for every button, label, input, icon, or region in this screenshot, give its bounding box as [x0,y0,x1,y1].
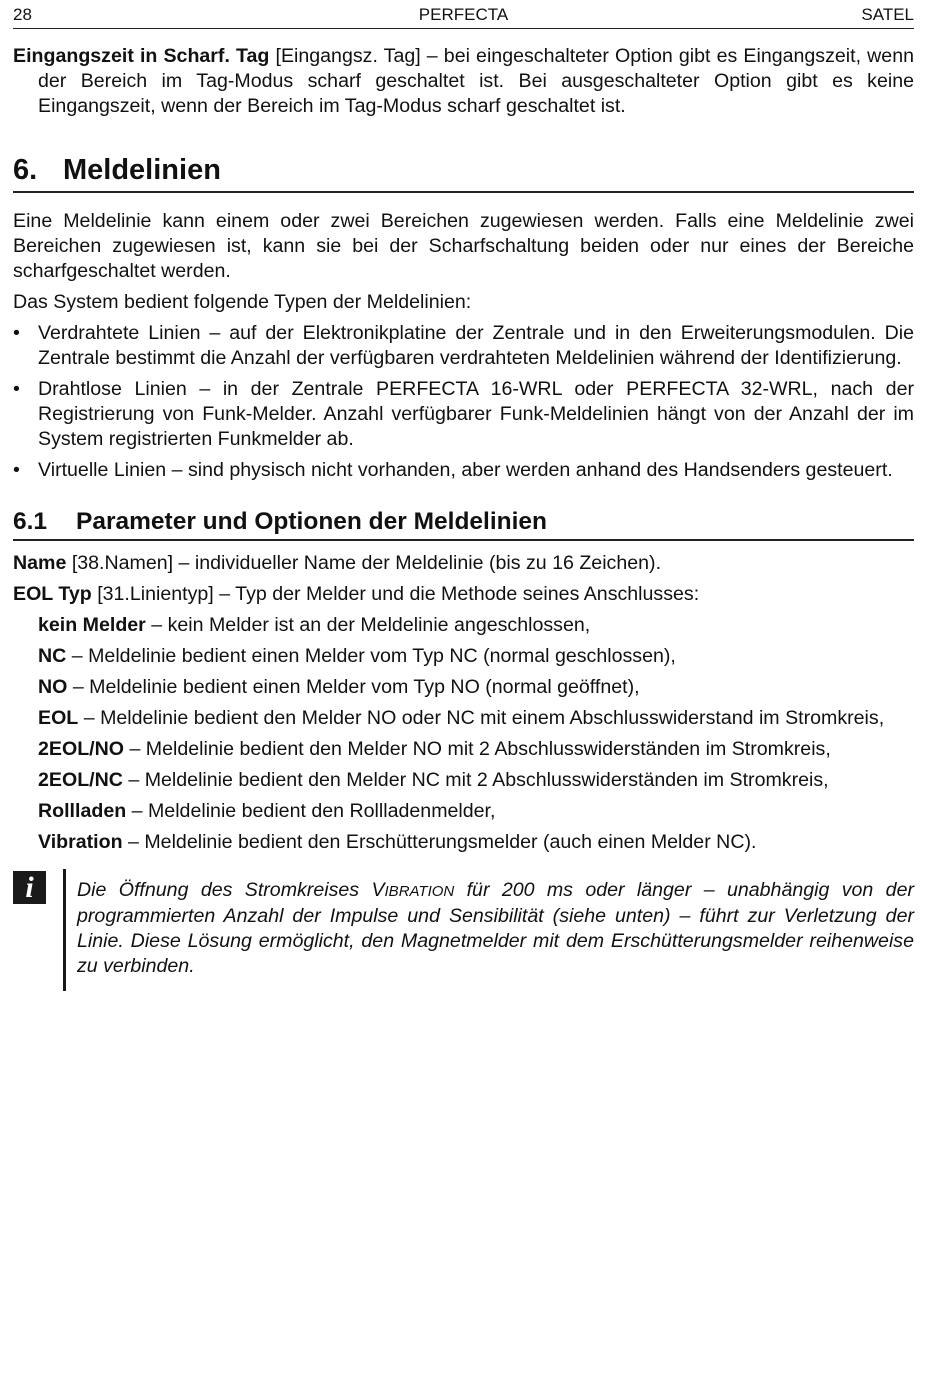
bullet-glyph: • [13,322,20,344]
list-item-text: Virtuelle Linien – sind physisch nicht vorhanden, aber werden anhand des Handsenders gesteuert. [38,459,893,481]
note-divider [63,869,66,991]
eol-type-item [13,768,914,793]
section-6-number: 6. [13,154,38,186]
section-6-heading [13,153,914,193]
eol-type-text: – Meldelinie bedient den Melder NC mit 2 Abschlusswiderständen im Stromkreis, [122,769,829,791]
note-text-before: Die Öffnung des Stromkreises [77,879,372,901]
list-item [13,321,914,371]
eol-type-text: – Meldelinie bedient den Melder NO mit 2 Abschlusswiderständen im Stromkreis, [124,738,831,760]
eol-type-item [13,675,914,700]
list-item-text: Verdrahtete Linien – auf der Elektronikplatine der Zentrale und in den Erweiterungsmodulen. Die Zentrale bestimmt die Anzahl der verfügbaren verdrahteten Meldelinien während der Identifizierung. [38,322,914,369]
section-6-1-heading [13,507,914,541]
line-types-list [13,321,914,483]
section-6-title: Meldelinien [63,154,221,186]
eol-parameter [13,582,914,607]
name-parameter [13,551,914,576]
section-6-1-number: 6.1 [13,508,48,535]
eol-type-term: Vibration [38,831,123,853]
bullet-glyph: • [13,459,20,481]
header-brand: SATEL [861,5,914,24]
eol-type-term: Rollladen [38,800,127,822]
header-title: PERFECTA [418,5,509,24]
section-6-paragraph-2: Das System bedient folgende Typen der Meldelinien: [13,291,472,313]
eol-type-item [13,799,914,824]
eol-type-term: 2EOL/NO [38,738,125,760]
intro-text: [Eingangsz. Tag] – bei eingeschalteter Option gibt es Eingangszeit, wenn der Bereich im Tag-Modus scharf geschaltet ist. Bei ausgeschalteter Option gibt es keine Eingangszeit, wenn der Bereich im Tag-Modus scharf geschaltet ist. [38,45,914,117]
eol-type-item [13,706,914,731]
document-page [13,0,914,995]
eol-type-item [13,737,914,762]
note-smallcaps-rest: IBRATION [384,883,455,900]
list-item [13,458,914,483]
eol-type-text: – Meldelinie bedient den Rollladenmelder, [126,800,496,822]
note-smallcaps-first: V [371,879,385,901]
eol-text: [31.Linientyp] – Typ der Melder und die Methode seines Anschlusses: [91,583,700,605]
list-item [13,377,914,452]
eol-type-text: – Meldelinie bedient den Erschütterungsmelder (auch einen Melder NC). [122,831,757,853]
bullet-glyph: • [13,378,20,400]
name-term: Name [13,552,67,574]
page-header [13,0,914,29]
intro-paragraph [13,44,914,119]
eol-type-list [13,613,914,855]
eol-type-item [13,830,914,855]
eol-type-term: NO [38,676,68,698]
list-item-text: Drahtlose Linien – in der Zentrale PERFECTA 16-WRL oder PERFECTA 32-WRL, nach der Registrierung von Funk-Melder. Anzahl verfügbarer Funk-Meldelinien hängt von der Anzahl der im System registrierten Funkmelder ab. [38,378,914,450]
info-icon: i [13,871,46,904]
eol-type-text: – Meldelinie bedient den Melder NO oder NC mit einem Abschlusswiderstand im Stromkreis, [78,707,885,729]
eol-type-item [13,613,914,638]
note-text [77,878,914,979]
intro-term: Eingangszeit in Scharf. Tag [13,45,270,67]
eol-type-term: kein Melder [38,614,146,636]
eol-type-term: NC [38,645,67,667]
eol-type-item [13,644,914,669]
eol-type-term: EOL [38,707,79,729]
eol-term: EOL Typ [13,583,92,605]
eol-type-text: – Meldelinie bedient einen Melder vom Typ NC (normal geschlossen), [66,645,676,667]
eol-type-text: – Meldelinie bedient einen Melder vom Typ NO (normal geöffnet), [67,676,640,698]
info-note [13,869,914,995]
name-text: [38.Namen] – individueller Name der Meldelinie (bis zu 16 Zeichen). [66,552,662,574]
note-text-after: für 200 ms oder länger – unabhängig von der programmierten Anzahl der Impulse und Sensibilität (siehe unten) – führt zur Verletzung der Linie. Diese Lösung ermöglicht, den Magnetmelder mit dem Erschütterungsmelder reihenweise zu verbinden. [77,879,914,977]
eol-type-text: – kein Melder ist an der Meldelinie angeschlossen, [145,614,591,636]
section-6-1-title: Parameter und Optionen der Meldelinien [76,508,548,535]
page-number: 28 [13,5,32,24]
eol-type-term: 2EOL/NC [38,769,123,791]
section-6-paragraph-1: Eine Meldelinie kann einem oder zwei Bereichen zugewiesen werden. Falls eine Meldelinie zwei Bereichen zugewiesen ist, kann sie bei der Scharfschaltung beiden oder nur eines der Bereiche scharfgeschaltet werden. [13,210,914,282]
